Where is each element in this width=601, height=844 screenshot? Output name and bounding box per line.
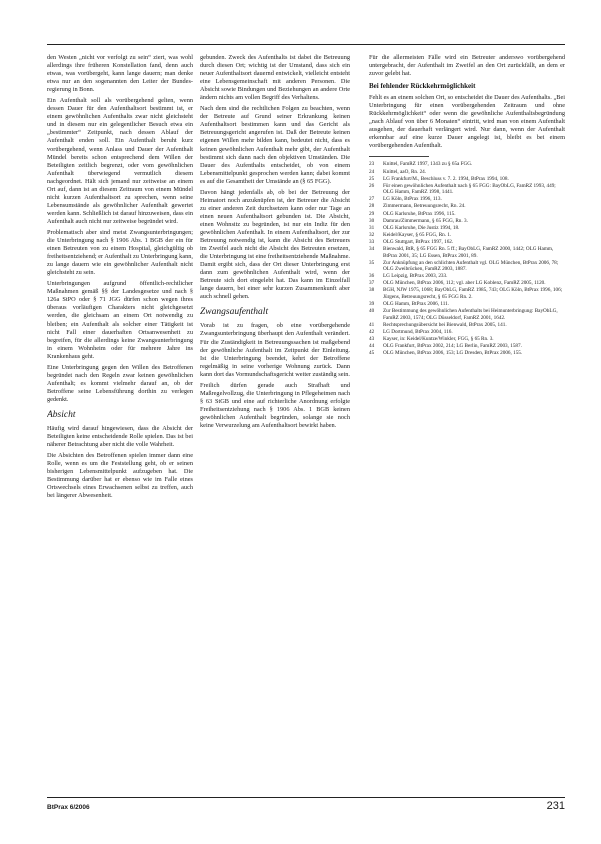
footnote-number: 42 <box>369 328 375 335</box>
footnote <box>369 196 565 203</box>
heading-rueckkehr: Bei fehlender Rückkehrmöglichkeit <box>369 82 476 91</box>
footnote-number: 40 <box>369 308 375 315</box>
paragraph: Für die allermeisten Fälle wird ein Betreuter anderswo vorübergehend untergebracht, der Aufenthalt im Zweifel an den Ort zurückfällt, an dem er zuvor gelebt hat. <box>369 54 565 78</box>
footnote-number: 44 <box>369 342 375 349</box>
col3-paragraphs <box>369 54 565 78</box>
footnote-text: LG Dortmund, BtPrax 2004, 116. <box>383 328 453 335</box>
footnote <box>369 218 565 225</box>
footnote <box>369 273 565 280</box>
footnote-text: Knittel, FamRZ 1997, 1343 zu § 65a FGG. <box>383 161 473 168</box>
footnote-number: 25 <box>369 175 375 182</box>
footnote-number: 29 <box>369 210 375 217</box>
paragraph: Freilich dürfen gerade auch Strafhaft und Maßregelvollzug, die Unterbringung in Pflegeheimen nach § 63 StGB und eine auf richterliche Anordnung erfolgte Freiheitsentziehung nach § 1906 Abs. 1 BGB keinen gewöhnlichen Aufenthalt begründen, solange sie noch keine Verwurzelung am Aufenthaltsort bewirkt haben. <box>200 381 350 429</box>
footnote <box>369 322 565 329</box>
footnote <box>369 329 565 336</box>
footnote-number: 36 <box>369 273 375 280</box>
paragraph: Vorab ist zu fragen, ob eine vorübergehende Zwangsunterbringung überhaupt den Aufenthalt verändert. Für die Zuständigkeit in Betreuungssachen ist maßgebend der gewöhnliche Aufenthalt im Zeitpunkt der Einleitung. Ist die Unterbringung beendet, kehrt der Betroffene regelmäßig in seine vorherige Wohnung zurück. Dann kann dort das Vormundschaftsgericht weiter zuständig sein. <box>200 322 350 378</box>
footnote-number: 38 <box>369 287 375 294</box>
footnote-separator <box>369 156 429 157</box>
footnote-number: 31 <box>369 224 375 231</box>
footnote-text: Rechtsprechungsübersicht bei Bienwald, BtPrax 2005, 141. <box>383 321 507 328</box>
footnote <box>369 308 565 321</box>
footnote-number: 33 <box>369 238 375 245</box>
paragraph: Problematisch aber sind meist Zwangsunterbringungen; die Unterbringung nach § 1906 Abs. 1 BGB der ein für einen Betreuten von zu einem Hospital, gleichgültig ob freiheitsentziehend; er Aufenthalt zu Unterbringung kann, zu lange dauern wie ein gewöhnlicher Aufenthalt nicht gleichsteht zu sein. <box>47 228 193 277</box>
text-column-3 <box>369 54 565 357</box>
footnote <box>369 239 565 246</box>
footnote-number: 39 <box>369 300 375 307</box>
footnote-text: OLG Karlsruhe, Die Justiz 1994, 18. <box>383 224 460 231</box>
footnote-text: LG Köln, BtPrax 1996, 113. <box>383 196 442 203</box>
footnote-text: LG Leipzig, BtPrax 2003, 233. <box>383 273 448 280</box>
footnote-number: 43 <box>369 335 375 342</box>
paragraph: Fehlt es an einem solchen Ort, so entscheidet die Dauer des Aufenthalts. „Bei Unterbringung für einen vorübergehenden Zeitraum und ohne Rückkehrmöglichkeit“ oder wenn die gewöhnliche Aufenthaltsbegründung „nach Ablauf von über 6 Monaten“ eintritt, wird man von einem Aufenthalt ausgehen, der dauerhaft verlängert wird. Nur dann, wenn der Aufenthalt erkennbar auf eine kurze Dauer angelegt ist, bleibt es bei einem vorübergehenden Aufenthalt. <box>369 94 565 150</box>
paragraph: Nach dem sind die rechtlichen Folgen zu beachten, wenn der Betreute auf Grund seiner Erkrankung keinen Aufenthaltsort bestimmen kann und das Gericht als Betreuungsgericht angerufen ist. Daß der Betreute keinen eigenen Willen mehr bilden kann, bedeutet nicht, dass es keinen gewöhnlichen Aufenthalt mehr gibt, der Aufenthalt bestimmt sich dann nach den objektiven Umständen. Die Dauer des Aufenthalts entscheidet, ob von einem Lebensmittelpunkt gesprochen werden kann; dabei kommt es auf die Gesamtheit der Umstände an (§ 65 FGG). <box>200 105 350 185</box>
footnote-number: 45 <box>369 350 375 357</box>
paragraph: Davon hängt jedenfalls ab, ob bei der Betreuung der Heimatort noch anzuknüpfen ist, der Betreuer die Absicht zu einer anderen Zeit durchsetzen kann oder nur Tage an einen neuen Aufenthaltsort gebunden ist. Die Absicht, einen Wohnsitz zu begründen, ist nur ein Indiz für den gewöhnlichen Aufenthalt. In einem Aufenthaltsort, der zur Betreuung notwendig ist, kann die Absicht des Betreuers im Zweifel auch nicht die Absicht des Betreuten ersetzen, die Unterbringung ist eine freiheitsentziehende Maßnahme. Damit ergibt sich, dass der Ort dieser Unterbringung erst dann zum gewöhnlichen Aufenthalt wird, wenn der Betreute sich dort eingelebt hat. Das kann im Einzelfall lange dauern, bei einer sehr kurzen Zusammenkunft aber auch schnell gehen. <box>200 188 350 301</box>
footnote-text: BGH, NJW 1975, 1068; BayObLG, FamRZ 1985, 743; OLG Köln, BtPrax 1996, 106; Jürgens, Betreuungsrecht, § 65 FGG Rn. 2. <box>383 287 563 300</box>
footnote-text: Bienwald, BtR, § 65 FGG Rn. 5 ff.; BayObLG, FamRZ 2000, 1442; OLG Hamm, BtPrax 2001, 35; LG Essen, BtPrax 2001, 89. <box>383 246 554 259</box>
footnote <box>369 260 565 273</box>
paragraph: Häufig wird darauf hingewiesen, dass die Absicht der Beteiligten keine entscheidende Rolle spielen. Das ist bei näherer Betrachtung aber nicht die volle Wahrheit. <box>47 424 193 449</box>
footnote-text: Keidel/Kayser, § 65 FGG, Rn. 1. <box>383 231 452 238</box>
text-column-1 <box>47 54 193 503</box>
footnote-number: 34 <box>369 246 375 252</box>
footnote-text: Für einen gewöhnlichen Aufenthalt nach § 65 FGG: BayObLG, FamRZ 1993, 449; OLG Hamm, FamRZ 1998, 1441. <box>383 182 556 196</box>
footnote <box>369 343 565 350</box>
footnote-text: Zimmermann, Betreuungsrecht, Rn. 24. <box>383 203 466 210</box>
footnote-number: 26 <box>369 182 375 189</box>
col2-paragraphs <box>200 54 350 301</box>
footnote-text: LG Frankfurt/M., Beschluss v. 7. 2. 1994, BtPrax 1994, 108. <box>383 175 509 182</box>
footnotes <box>369 161 565 356</box>
footnote <box>369 211 565 218</box>
heading-absicht: Absicht <box>47 409 76 420</box>
paragraph: den Westen „nicht vor verfolgt zu sein“ ziert, was wohl allerdings ihre früheren Konstellation fand, denn auch etwas, was vorübergeht, kann lange dauern; man denke etwa nur an den sogenannten den Leiter der Bundes-regierung in Bonn. <box>47 54 193 94</box>
footnote-text: OLG München, BtPrax 2006, 112; vgl. aber LG Koblenz, FamRZ 2005, 1120. <box>383 280 546 287</box>
footnote-text: Knittel, aaO, Rn. 24. <box>383 168 427 175</box>
footnote <box>369 183 565 196</box>
footnote <box>369 287 565 300</box>
footnote-text: OLG Hamm, BtPrax 2006, 111. <box>383 300 450 307</box>
footnote <box>369 336 565 343</box>
footnote-text: OLG Karlsruhe, BtPrax 1996, 115. <box>383 210 456 217</box>
footnote <box>369 161 565 168</box>
footnote-text: Damrau/Zimmermann, § 65 FGG, Rn. 3. <box>383 217 468 224</box>
col1-after-heading <box>47 425 193 500</box>
footnote-text: Zur Bestimmung des gewöhnlichen Aufenthalts bei Heimunterbringung: BayObLG, FamRZ 2003, 1574; OLG Düsseldorf, FamRZ 2001, 1642. <box>383 308 558 321</box>
footnote <box>369 246 565 259</box>
footnote-number: 41 <box>369 321 375 328</box>
journal-issue: BtPrax 6/2006 <box>47 804 90 811</box>
footnote <box>369 225 565 232</box>
footnote-text: OLG München, BtPrax 2006, 153; LG Dresden, BtPrax 2006, 155. <box>383 350 523 357</box>
footnote-text: Zur Anknüpfung an den schlichten Aufenthalt vgl. OLG München, BtPrax 2006, 78; OLG Zweibrücken, FamRZ 2003, 1887. <box>383 259 559 273</box>
heading-zwangsaufenthalt: Zwangsaufenthalt <box>200 307 269 318</box>
footnote-number: 32 <box>369 231 375 238</box>
footnote <box>369 280 565 287</box>
footnote-number: 37 <box>369 280 375 287</box>
footnote-number: 28 <box>369 203 375 210</box>
top-rule <box>47 44 565 45</box>
page-number: 231 <box>546 800 565 812</box>
footnote-number: 27 <box>369 196 375 203</box>
footnote <box>369 169 565 176</box>
footnote-number: 23 <box>369 161 375 168</box>
footnote-text: OLG Stuttgart, BtPrax 1997, 162. <box>383 238 454 245</box>
footnote-number: 30 <box>369 217 375 224</box>
footnote <box>369 176 565 183</box>
paragraph: Unterbringungen aufgrund öffentlich-rechtlicher Maßnahmen gemäß §§ der Landesgesetze und nach § 126a StPO oder § 71 JGG dürfen schon wegen ihres überaus vorläufigen Charakters nicht gleichgesetzt werden, die gleichsam an einem Ort notwendig zu bleiben; ein Aufenthalt als solcher einer Tätigkeit ist nicht Fall einer dauerhaften Ortsanwesenheit zu begreifen, für die allerdings keine Zwangsunterbringung in einem Wohnheim oder für mehrere Jahre ins Krankenhaus geht. <box>47 280 193 360</box>
footnote-text: Kayser, in: Keidel/Kuntze/Winkler, FGG, § 65 Rn. 3. <box>383 335 494 342</box>
footnote-text: OLG Frankfurt, BtPrax 2002, 214; LG Berlin, FamRZ 2003, 1587. <box>383 342 522 349</box>
paragraph: gebunden. Zweck des Aufenthalts ist dabei die Betreuung durch diesen Ort; wichtig ist der Umstand, dass sich ein neuer Aufenthaltsort dauernd entwickelt, vielleicht entsteht eine Lebensgemeinschaft mit anderen Personen. Die Absicht sowie Bindungen und Beziehungen an andere Orte ändern nichts am vollen Begriff des Verhaltens. <box>200 54 350 102</box>
footnote-number: 24 <box>369 168 375 175</box>
col1-paragraphs <box>47 54 193 404</box>
footnote-number: 35 <box>369 259 375 266</box>
col3-after-heading <box>369 94 565 150</box>
footnote <box>369 350 565 357</box>
footnote <box>369 301 565 308</box>
col2-after-heading <box>200 322 350 430</box>
bottom-rule <box>47 797 565 798</box>
paragraph: Ein Aufenthalt soll als vorübergehend gelten, wenn dessen Dauer für den Aufenthaltsort bestimmt ist, er einem gewöhnlichen Aufenthalts zwar nicht gleichsteht und in diesem nur ein gelegentlicher Besuch etwa ein „bestimmter“ Zeitpunkt, nach dessen Ablauf der Aufenthalt enden soll. Ein Aufenthalt beruht kurz vorübergehend, wenn Anlass und Dauer der Aufenthalt Mündel bereits schon entsprechend dem Willen der Beteiligten zeitlich begrenzt, oder vom gewöhnlichen Aufenthalt überwiegend vermutlich diesem nachgeordnet. Hält sich jemand nur zeitweise an einem Ort auf, dann ist an diesem Zeitraum von einem Mündel nicht kurzen Aufenthaltsort zu sprechen, wenn seine Lebensumstände als gewöhnlicher Aufenthalt gewertet werden kann. Schließlich ist darauf hinzuweisen, dass ein Aufenthalt auch nicht nur zeitweise begründet wird. <box>47 97 193 225</box>
paragraph: Die Absichten des Betroffenen spielen immer dann eine Rolle, wenn es um die Feststellung geht, ob er seinen bisherigen Lebensmittelpunkt aufzugeben hat. Die Bestimmung darüber hat er ebenso wie im Falle eines Ortswechsels eines Erwachsenen selbst zu treffen, auch bei längerer Abwesenheit. <box>47 452 193 500</box>
footnote <box>369 232 565 239</box>
text-column-2 <box>200 54 350 433</box>
footnote <box>369 203 565 210</box>
paragraph: Eine Unterbringung gegen den Willen des Betroffenen begründet nach den Regeln zwar keinen gewöhnlichen Aufenthalt; es kommt vielmehr darauf an, ob der Betroffene seine Lebensführung dorthin zu verlegen gedenkt. <box>47 363 193 403</box>
